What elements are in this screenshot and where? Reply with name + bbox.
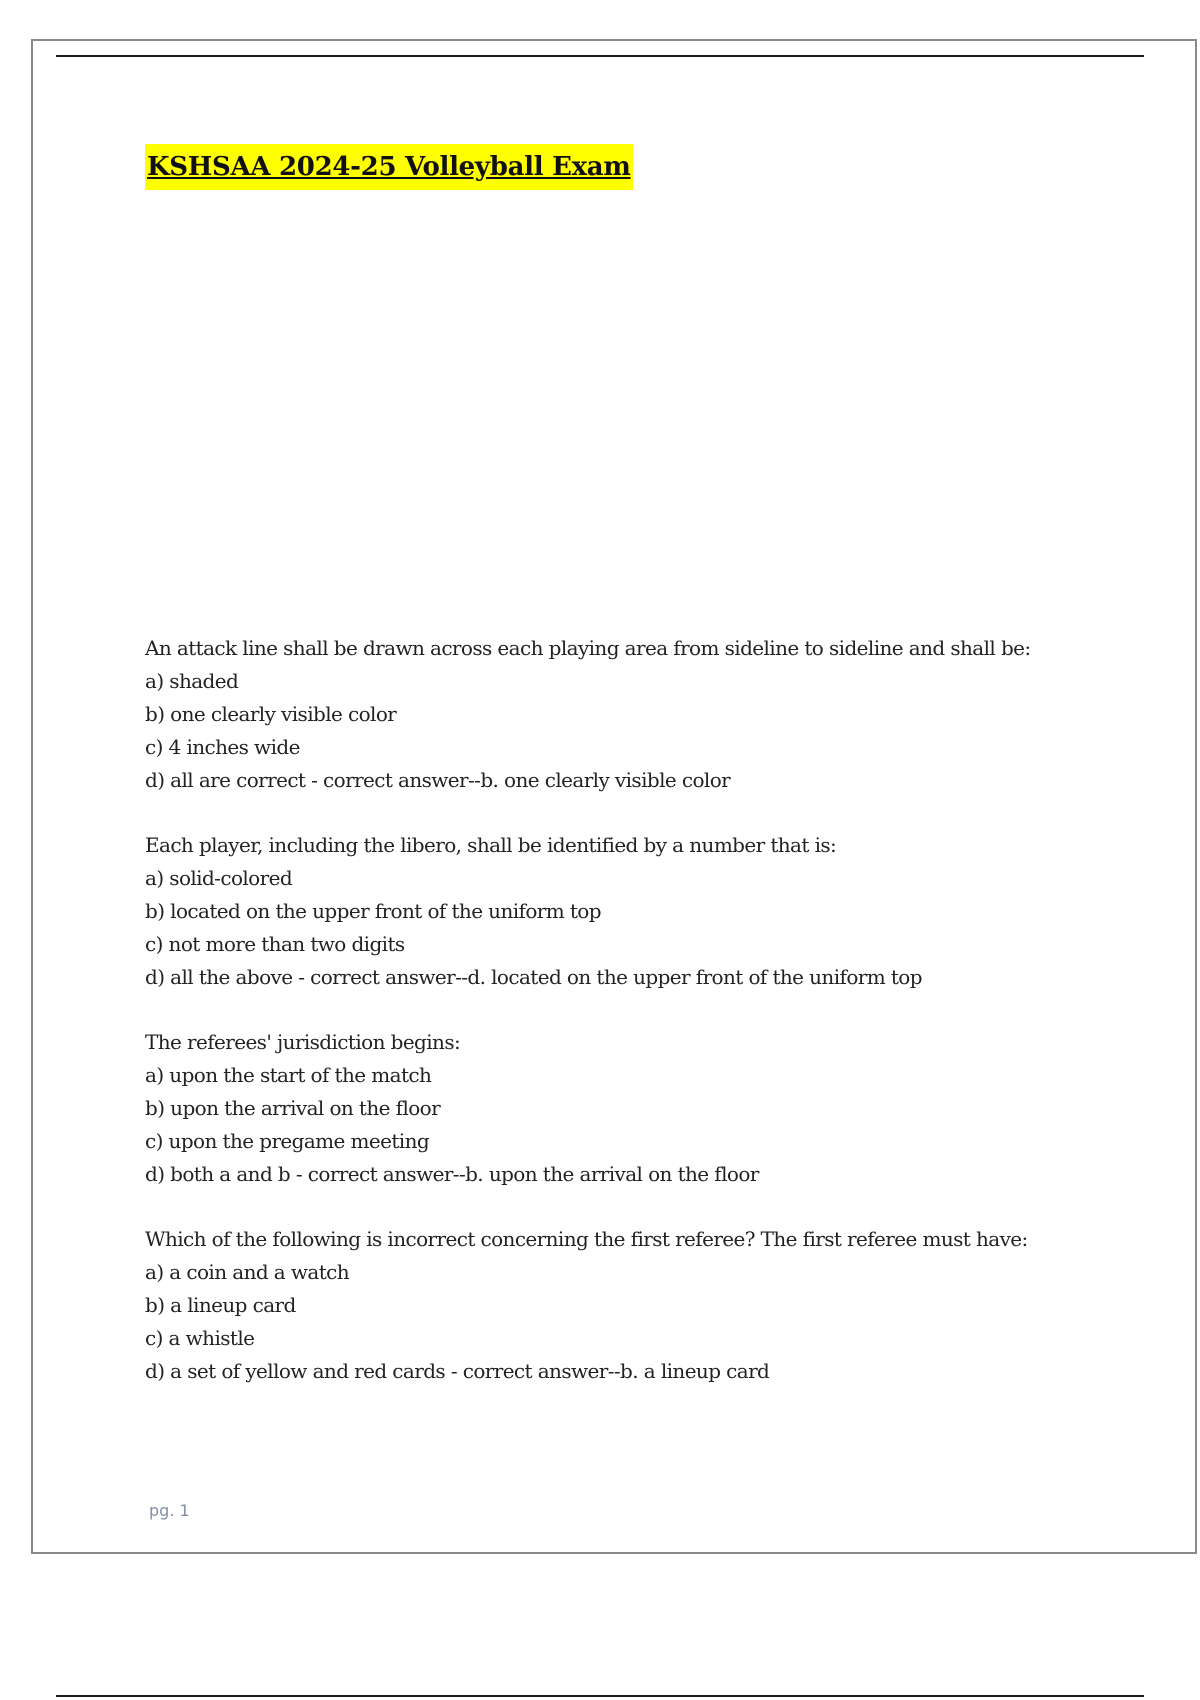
exam-title: KSHSAA 2024-25 Volleyball Exam — [145, 144, 633, 190]
question-text: The referees' jurisdiction begins: — [145, 1030, 461, 1054]
question-4 — [145, 1223, 1145, 1388]
page-number: pg. 1 — [149, 1501, 190, 1520]
answer-option-a: a) upon the start of the match — [145, 1063, 432, 1087]
question-text: An attack line shall be drawn across each playing area from sideline to sideline and shall be: — [145, 636, 1031, 660]
answer-option-a: a) solid-colored — [145, 866, 293, 890]
answer-option-b: b) upon the arrival on the floor — [145, 1096, 441, 1120]
footer-rule — [56, 1695, 1144, 1697]
answer-option-d: d) all the above - correct answer--d. located on the upper front of the uniform top — [145, 965, 922, 989]
answer-option-d: d) all are correct - correct answer--b. one clearly visible color — [145, 768, 731, 792]
answer-option-c: c) upon the pregame meeting — [145, 1129, 430, 1153]
answer-option-c: c) a whistle — [145, 1326, 255, 1350]
answer-option-a: a) a coin and a watch — [145, 1260, 350, 1284]
question-text: Each player, including the libero, shall be identified by a number that is: — [145, 833, 837, 857]
answer-option-b: b) one clearly visible color — [145, 702, 397, 726]
answer-option-c: c) 4 inches wide — [145, 735, 300, 759]
question-1 — [145, 632, 1145, 797]
answer-option-b: b) located on the upper front of the uniform top — [145, 899, 601, 923]
answer-option-d: d) both a and b - correct answer--b. upon the arrival on the floor — [145, 1162, 759, 1186]
answer-option-b: b) a lineup card — [145, 1293, 296, 1317]
answer-option-d: d) a set of yellow and red cards - correct answer--b. a lineup card — [145, 1359, 770, 1383]
question-text: Which of the following is incorrect concerning the first referee? The first referee must have: — [145, 1227, 1028, 1251]
question-list — [145, 632, 1145, 1420]
question-3 — [145, 1026, 1145, 1191]
answer-option-a: a) shaded — [145, 669, 239, 693]
question-2 — [145, 829, 1145, 994]
header-rule — [56, 55, 1144, 57]
answer-option-c: c) not more than two digits — [145, 932, 405, 956]
